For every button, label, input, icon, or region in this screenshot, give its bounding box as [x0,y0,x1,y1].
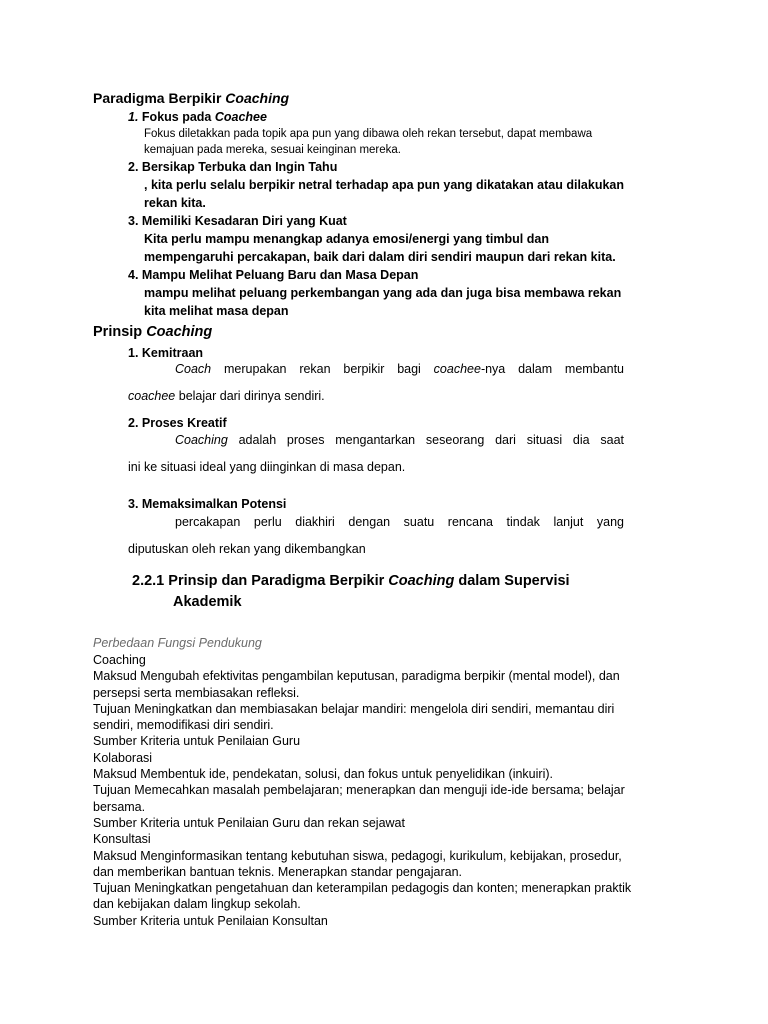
paradigma-item-4-line-1: mampu melihat peluang perkembangan yang ada dan juga bisa membawa rekan [144,286,622,300]
prinsip-item-2-coaching: Coaching [175,433,228,447]
paradigma-item-3-heading-text: Memiliki Kesadaran Diri yang Kuat [141,214,347,228]
fungsi-line: Tujuan Meningkatkan dan membiasakan belajar mandiri: mengelola diri sendiri, memantau diri [93,701,615,716]
fungsi-line: Tujuan Meningkatkan pengetahuan dan keterampilan pedagogis dan konten; menerapkan praktik [93,881,632,896]
paradigma-item-2-number: 2. [128,160,139,174]
paradigma-item-3-line-2: mempengaruhi percakapan, baik dari dalam diri sendiri maupun dari rekan kita. [144,250,616,264]
fungsi-line: sendiri, memodifikasi diri sendiri. [93,718,274,733]
paradigma-item-3-line-1: Kita perlu mampu menangkap adanya emosi/energi yang timbul dan [144,232,549,246]
prinsip-item-1-line-2 [128,389,325,403]
paradigma-item-1-heading [128,110,267,124]
paradigma-item-3-heading [128,214,347,228]
paradigma-item-4-line-2: kita melihat masa depan [144,304,289,318]
fungsi-line: Maksud Membentuk ide, pendekatan, solusi, dan fokus untuk penyelidikan (inkuiri). [93,767,553,782]
prinsip-item-1-coach: Coach [175,362,212,376]
prinsip-item-1-coachee-2: coachee [128,389,176,403]
section-heading-end: dalam Supervisi [454,573,570,589]
section-heading-line-2: Akademik [173,594,242,610]
fungsi-line: Konsultasi [93,832,151,847]
paradigma-item-2-line-1: , kita perlu selalu berpikir netral terhadap apa pun yang dikatakan atau dilakukan [144,178,625,192]
fungsi-line: Kolaborasi [93,750,153,765]
section-heading-text: 2.2.1 Prinsip dan Paradigma Berpikir [132,573,389,589]
prinsip-item-3-line-2: diputuskan oleh rekan yang dikembangkan [128,542,366,556]
heading-prinsip-text: Prinsip [93,324,147,340]
prinsip-item-1-coachee: coachee [433,362,481,376]
paradigma-item-1-line-2: kemajuan pada mereka, sesuai keinginan mereka. [144,144,401,156]
fungsi-line: dan kebijakan dalam lingkup sekolah. [93,897,301,912]
section-heading-line-1 [132,572,570,591]
fungsi-line: dan memberikan bantuan teknis. Menerapkan standar pengajaran. [93,864,462,879]
paradigma-item-2-heading [128,160,337,174]
fungsi-line: persepsi serta membiasakan refleksi. [93,685,300,700]
paradigma-item-2-line-2: rekan kita. [144,196,206,210]
paradigma-item-3-number: 3. [128,214,139,228]
heading-prinsip-italic: Coaching [146,324,213,340]
heading-paradigma [93,90,289,106]
heading-paradigma-italic: Coaching [225,90,290,106]
paradigma-item-1-heading-text: Fokus pada [141,110,215,124]
paradigma-item-1-line-1: Fokus diletakkan pada topik apa pun yang dibawa oleh rekan tersebut, dapat membawa [144,128,593,140]
prinsip-item-1-text-a: merupakan rekan berpikir bagi [211,362,434,376]
fungsi-line: Sumber Kriteria untuk Penilaian Konsultan [93,913,328,928]
paradigma-item-4-number: 4. [128,268,139,282]
heading-paradigma-text: Paradigma Berpikir [93,90,226,106]
fungsi-line: Sumber Kriteria untuk Penilaian Guru dan rekan sejawat [93,815,405,830]
prinsip-item-2-line-2: ini ke situasi ideal yang diinginkan di masa depan. [128,460,406,474]
prinsip-item-1-heading: 1. Kemitraan [128,346,204,360]
paradigma-item-1-number: 1. [128,110,139,124]
prinsip-item-3-line-1: percakapan perlu diakhiri dengan suatu rencana tindak lanjut yang [175,515,624,529]
paradigma-item-4-heading-text: Mampu Melihat Peluang Baru dan Masa Depan [141,268,419,282]
fungsi-line: Sumber Kriteria untuk Penilaian Guru [93,734,301,749]
paradigma-item-2-heading-text: Bersikap Terbuka dan Ingin Tahu [141,160,338,174]
fungsi-line: Tujuan Memecahkan masalah pembelajaran; menerapkan dan menguji ide-ide bersama; belajar [93,783,625,798]
section-heading-italic: Coaching [388,573,455,589]
prinsip-item-1-text-c: belajar dari dirinya sendiri. [175,389,325,403]
fungsi-line: Coaching [93,653,146,667]
caption-perbedaan: Perbedaan Fungsi Pendukung [93,636,262,650]
prinsip-item-1-text-b: -nya dalam membantu [480,362,624,376]
prinsip-item-2-text-a: adalah proses mengantarkan seseorang dari situasi dia saat [227,433,624,447]
heading-prinsip [93,324,212,340]
paradigma-item-4-heading [128,268,418,282]
prinsip-item-1-line-1 [175,362,624,376]
fungsi-line: Maksud Menginformasikan tentang kebutuhan siswa, pedagogi, kurikulum, kebijakan, prosedur, [93,848,622,863]
fungsi-line: Maksud Mengubah efektivitas pengambilan keputusan, paradigma berpikir (mental model), dan [93,669,620,684]
fungsi-line: bersama. [93,799,146,814]
paradigma-item-1-heading-italic: Coachee [214,110,267,124]
fungsi-block [93,652,631,929]
prinsip-item-2-heading: 2. Proses Kreatif [128,416,227,430]
prinsip-item-3-heading: 3. Memaksimalkan Potensi [128,497,287,511]
prinsip-item-2-line-1 [175,433,624,447]
